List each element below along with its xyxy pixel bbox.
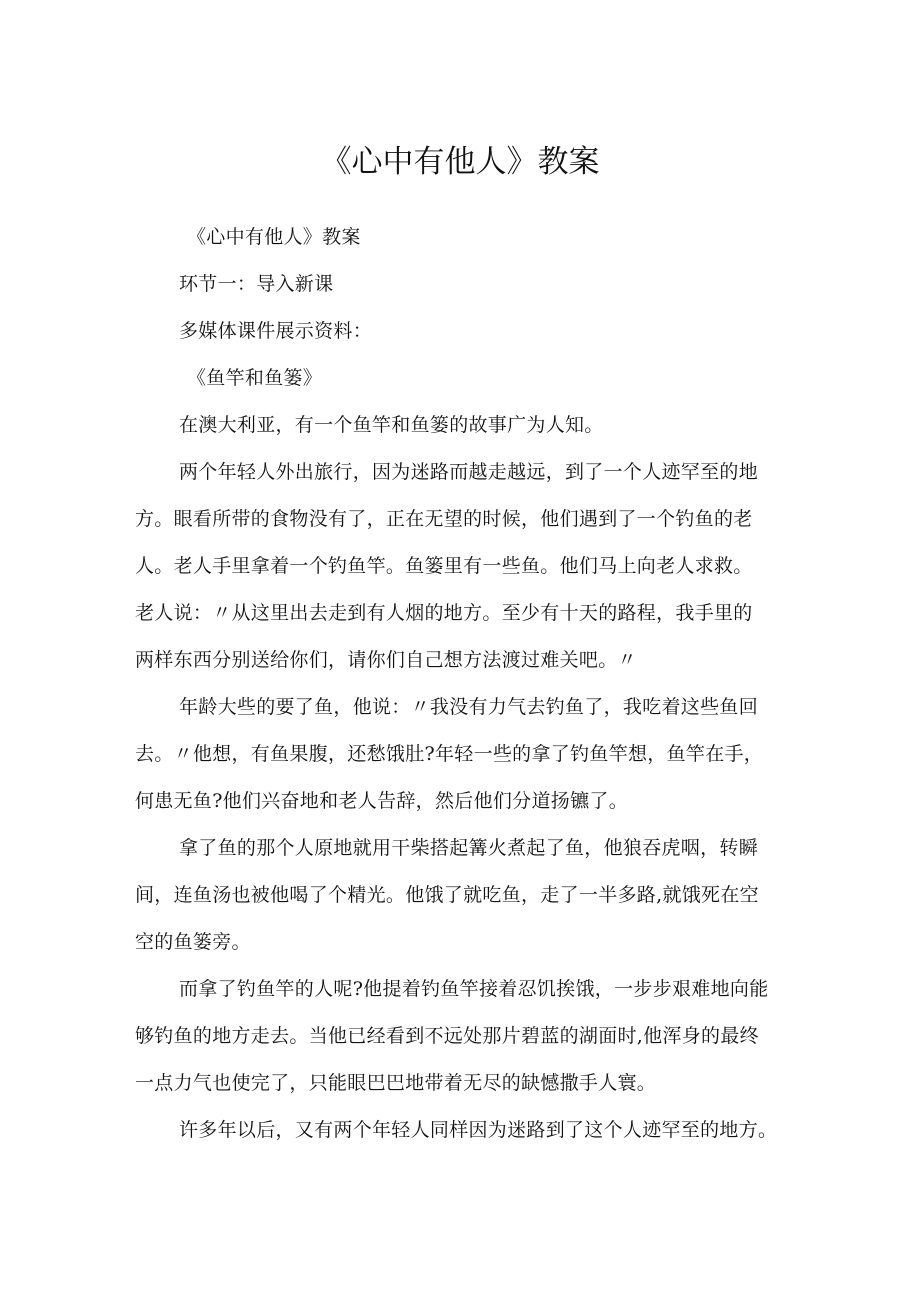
body-line: 老人说：〃从这里出去走到有人烟的地方。至少有十天的路程，我手里的: [135, 602, 753, 624]
body-line: 去。〃他想，有鱼果腹，还愁饿肚?年轻一些的拿了钓鱼竿想，鱼竿在手，: [135, 743, 764, 765]
lesson-heading: 《心中有他人》教案: [187, 226, 361, 248]
body-line: 间，连鱼汤也被他喝了个精光。他饿了就吃鱼，走了一半多路,就饿死在空: [135, 884, 759, 906]
body-line: 两样东西分别送给你们，请你们自己想方法渡过难关吧。〃: [135, 649, 637, 671]
body-line: 空的鱼篓旁。: [135, 931, 251, 953]
body-line: 方。眼看所带的食物没有了，正在无望的时候，他们遇到了一个钓鱼的老: [135, 508, 753, 530]
body-line: 够钓鱼的地方走去。当他已经看到不远处那片碧蓝的湖面时,他浑身的最终: [135, 1025, 759, 1047]
body-line: 两个年轻人外出旅行，因为迷路而越走越远，到了一个人迹罕至的地: [179, 461, 759, 483]
body-line: 年龄大些的要了鱼，他说：〃我没有力气去钓鱼了，我吃着这些鱼回: [179, 696, 759, 718]
document-body: [135, 214, 795, 1154]
body-line: 人。老人手里拿着一个钓鱼竿。鱼篓里有一些鱼。他们马上向老人求救。: [135, 555, 753, 577]
body-line: 许多年以后，又有两个年轻人同样因为迷路到了这个人迹罕至的地方。: [179, 1119, 778, 1141]
media-intro: 多媒体课件展示资料：: [179, 320, 373, 342]
story-title: 《鱼竿和鱼篓》: [187, 367, 323, 389]
body-line: 在澳大利亚，有一个鱼竿和鱼篓的故事广为人知。: [179, 414, 604, 436]
document-title: 《心中有他人》教案: [320, 144, 600, 180]
body-line: 拿了鱼的那个人原地就用干柴搭起篝火煮起了鱼，他狼吞虎咽，转瞬: [179, 837, 759, 859]
section-heading: 环节一：导入新课: [179, 273, 334, 295]
body-line: 一点力气也使完了，只能眼巴巴地带着无尽的缺憾撒手人寰。: [135, 1072, 657, 1094]
body-line: 何患无鱼?他们兴奋地和老人告辞，然后他们分道扬镳了。: [135, 790, 628, 812]
body-line: 而拿了钓鱼竿的人呢?他提着钓鱼竿接着忍饥挨饿，一步步艰难地向能: [179, 978, 769, 1000]
